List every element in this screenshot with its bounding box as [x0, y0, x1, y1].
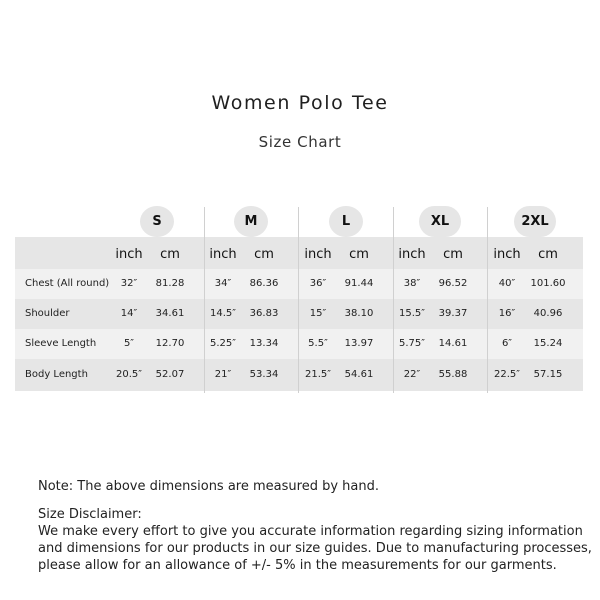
unit-header-inch: inch: [304, 247, 332, 262]
value-inch: 22.5″: [493, 369, 520, 380]
value-inch: 5″: [123, 338, 135, 349]
value-inch: 14.5″: [209, 308, 236, 319]
measurement-note: Note: The above dimensions are measured by hand.: [38, 479, 379, 494]
value-inch: 38″: [403, 278, 421, 289]
value-cm: 38.10: [344, 308, 374, 319]
value-cm: 101.60: [530, 278, 566, 289]
value-cm: 54.61: [344, 369, 374, 380]
value-inch: 6″: [501, 338, 513, 349]
value-cm: 36.83: [249, 308, 279, 319]
measurement-label: Shoulder: [25, 308, 70, 319]
value-cm: 14.61: [438, 338, 468, 349]
size-chart-table: [15, 205, 583, 393]
unit-header-inch: inch: [398, 247, 426, 262]
unit-header-cm: cm: [160, 247, 180, 262]
value-cm: 57.15: [533, 369, 563, 380]
unit-header-inch: inch: [115, 247, 143, 262]
value-inch: 22″: [403, 369, 421, 380]
value-inch: 15.5″: [398, 308, 425, 319]
value-inch: 36″: [309, 278, 327, 289]
size-header-s: S: [140, 206, 174, 237]
size-header-2xl: 2XL: [514, 206, 556, 237]
value-cm: 39.37: [438, 308, 468, 319]
value-cm: 52.07: [155, 369, 185, 380]
page-subtitle: Size Chart: [258, 133, 342, 151]
value-cm: 86.36: [249, 278, 279, 289]
unit-header-cm: cm: [254, 247, 274, 262]
measurement-label: Body Length: [25, 369, 88, 380]
page-title: Women Polo Tee: [211, 92, 389, 114]
value-cm: 40.96: [533, 308, 563, 319]
value-cm: 55.88: [438, 369, 468, 380]
value-inch: 21.5″: [304, 369, 331, 380]
unit-header-cm: cm: [443, 247, 463, 262]
value-inch: 32″: [120, 278, 138, 289]
unit-header-cm: cm: [538, 247, 558, 262]
disclaimer-line: We make every effort to give you accurate information regarding sizing information: [38, 524, 583, 539]
measurement-label: Chest (All round): [25, 278, 110, 289]
size-header-m: M: [234, 206, 268, 237]
value-cm: 96.52: [438, 278, 468, 289]
value-inch: 5.75″: [398, 338, 425, 349]
value-cm: 34.61: [155, 308, 185, 319]
unit-header-cm: cm: [349, 247, 369, 262]
column-divider: [204, 207, 205, 393]
disclaimer-line: and dimensions for our products in our size guides. Due to manufacturing processes,: [38, 541, 592, 556]
value-inch: 16″: [498, 308, 516, 319]
size-header-l: L: [329, 206, 363, 237]
value-inch: 34″: [214, 278, 232, 289]
value-cm: 12.70: [155, 338, 185, 349]
disclaimer-line: please allow for an allowance of +/- 5% in the measurements for our garments.: [38, 558, 557, 573]
unit-header-inch: inch: [209, 247, 237, 262]
value-cm: 81.28: [155, 278, 185, 289]
column-divider: [298, 207, 299, 393]
value-cm: 15.24: [533, 338, 563, 349]
column-divider: [393, 207, 394, 393]
disclaimer-heading: Size Disclaimer:: [38, 507, 142, 522]
value-cm: 13.97: [344, 338, 374, 349]
value-inch: 15″: [309, 308, 327, 319]
value-inch: 14″: [120, 308, 138, 319]
value-cm: 91.44: [344, 278, 374, 289]
value-inch: 40″: [498, 278, 516, 289]
value-cm: 53.34: [249, 369, 279, 380]
column-divider: [487, 207, 488, 393]
value-inch: 5.5″: [308, 338, 328, 349]
value-inch: 21″: [214, 369, 232, 380]
size-disclaimer: [38, 506, 592, 574]
size-header-xl: XL: [419, 206, 461, 237]
unit-header-inch: inch: [493, 247, 521, 262]
value-cm: 13.34: [249, 338, 279, 349]
value-inch: 5.25″: [209, 338, 236, 349]
measurement-label: Sleeve Length: [25, 338, 97, 349]
value-inch: 20.5″: [115, 369, 142, 380]
